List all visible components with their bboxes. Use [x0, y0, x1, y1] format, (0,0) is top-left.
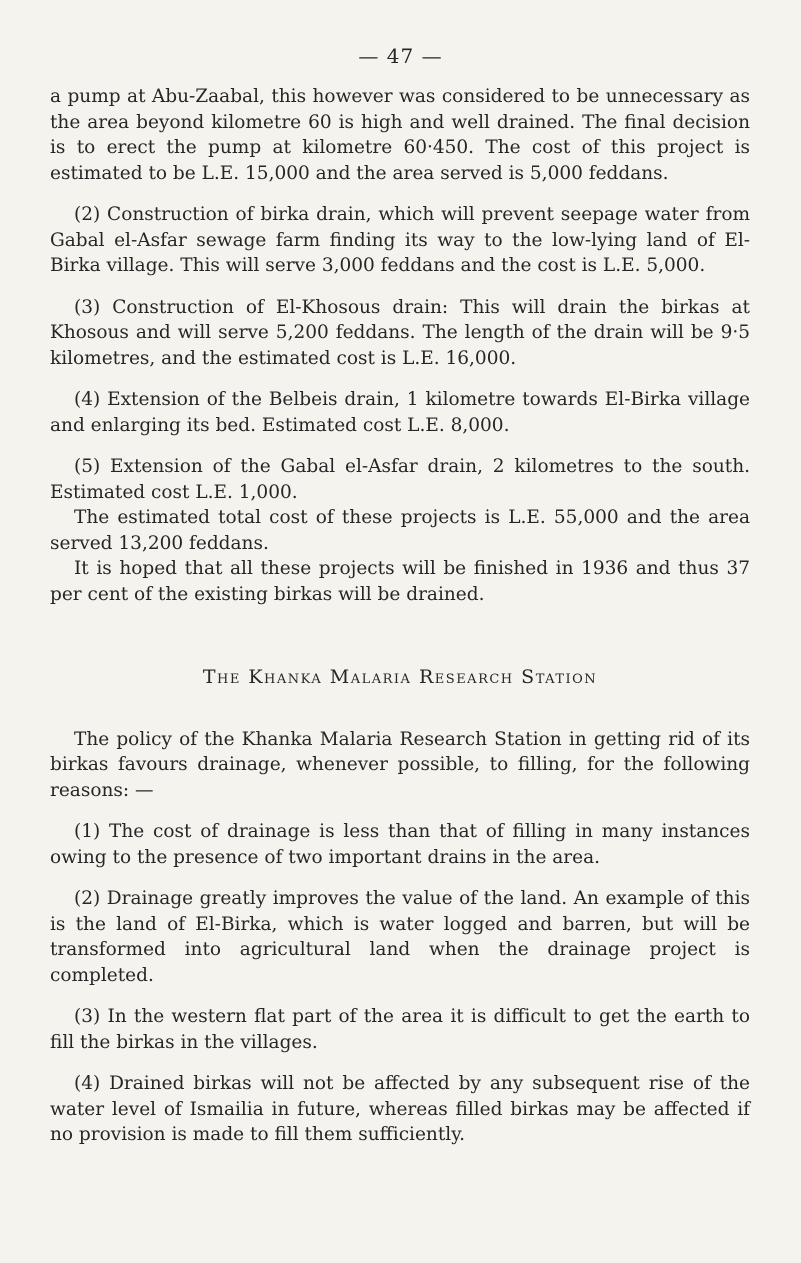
paragraph-item-4: (4) Extension of the Belbeis drain, 1 kilometre towards El-Birka village and enlarging its bed. Estimated cost L.E. 8,000.: [50, 389, 750, 436]
reason-1: (1) The cost of drainage is less than that of filling in many instances owing to the presence of two important drains in the area.: [50, 821, 750, 868]
paragraph-item-2: (2) Construction of birka drain, which will prevent seepage water from Gabal el-Asfar sewage farm finding its way to the low-lying land of El-Birka village. This will serve 3,000 feddans and the cost is L.E. 5,000.: [50, 204, 750, 276]
page-number: — 47 —: [358, 44, 443, 68]
reason-3: (3) In the western flat part of the area it is difficult to get the earth to fill the birkas in the villages.: [50, 1006, 750, 1053]
reason-4: (4) Drained birkas will not be affected by any subsequent rise of the water level of Ismailia in future, whereas filled birkas may be affected if no provision is made to fill them sufficiently.: [50, 1073, 750, 1145]
paragraph-policy: The policy of the Khanka Malaria Research Station in getting rid of its birkas favours drainage, whenever possible, to filling, for the following reasons: —: [50, 728, 750, 801]
paragraph-completion-hope: It is hoped that all these projects will be finished in 1936 and thus 37 per cent of the existing birkas will be drained.: [50, 558, 750, 605]
page-body: [50, 84, 750, 1164]
paragraph-item-5: (5) Extension of the Gabal el-Asfar drain, 2 kilometres to the south. Estimated cost L.E. 1,000.: [50, 456, 750, 503]
reason-2: (2) Drainage greatly improves the value of the land. An example of this is the land of El-Birka, which is water logged and barren, but will be transformed into agricultural land when the drainage project is completed.: [50, 888, 750, 986]
paragraph-total-cost: The estimated total cost of these projects is L.E. 55,000 and the area served 13,200 feddans.: [50, 507, 750, 554]
paragraph-item-3: (3) Construction of El-Khosous drain: This will drain the birkas at Khosous and will serve 5,200 feddans. The length of the drain will be 9·5 kilometres, and the estimated cost is L.E. 16,000.: [50, 296, 750, 369]
section-heading: The Khanka Malaria Research Station: [202, 666, 598, 688]
paragraph-continued: a pump at Abu-Zaabal, this however was considered to be unnecessary as the area beyond kilometre 60 is high and well drained. The final decision is to erect the pump at kilometre 60·450. The cost of this project is estimated to be L.E. 15,000 and the area served is 5,000 feddans.: [50, 86, 750, 184]
